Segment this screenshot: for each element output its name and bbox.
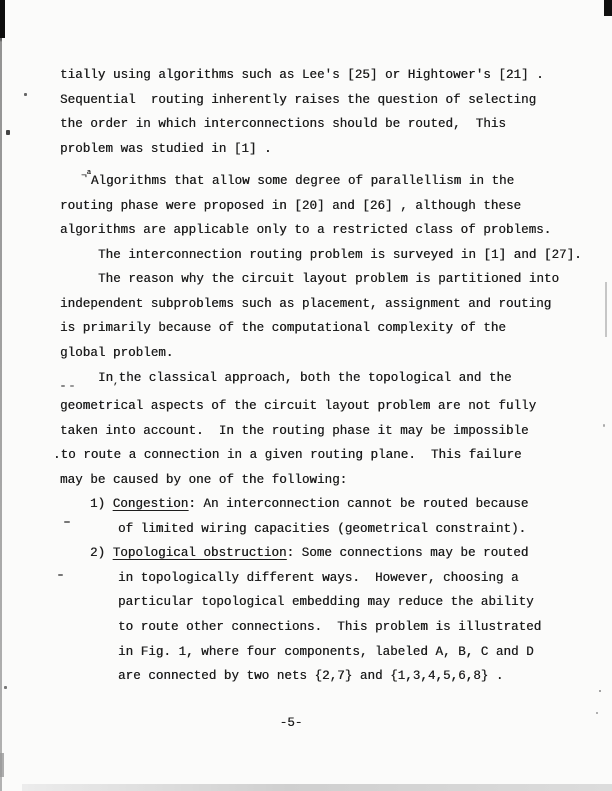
text-segment: the classical approach, both the topological and the: [118, 370, 512, 385]
underlined-text: Topological obstruction: [112, 546, 287, 561]
text-line: [60, 419, 580, 444]
text-line: [60, 468, 580, 493]
text-segment: ,: [113, 376, 119, 387]
text-segment: of limited wiring capacities (geometrical constraint).: [118, 521, 527, 536]
text-line: [60, 267, 580, 292]
scan-speck: [6, 130, 10, 135]
text-segment: The interconnection routing problem is surveyed in [1] and [27].: [98, 247, 582, 262]
text-segment: taken into account. In the routing phase it may be impossible: [60, 423, 529, 438]
text-line: [60, 63, 580, 88]
text-segment: Algorithms that allow some degree of parallellism in the: [90, 174, 515, 189]
page-number: -5-: [279, 716, 303, 730]
scan-speck: [4, 686, 7, 689]
scan-top-right-mark: [604, 0, 612, 16]
text-line: [60, 366, 580, 395]
text-segment: may be caused by one of the following:: [60, 472, 348, 487]
text-line: [60, 615, 580, 640]
text-line: [53, 443, 580, 468]
scan-left-top-bar: [0, 0, 5, 38]
text-segment: algorithms are applicable only to a restricted class of problems.: [60, 223, 552, 238]
text-line: [60, 161, 580, 194]
text-segment: independent subproblems such as placement, assignment and routing: [60, 296, 552, 311]
text-segment: in topologically different ways. However, choosing a: [118, 570, 519, 585]
text-line: [60, 194, 580, 219]
text-segment: .to route a connection in a given routing plane. This failure: [53, 448, 522, 463]
underlined-text: Congestion: [112, 497, 189, 512]
text-segment: the order in which interconnections should be routed, This: [60, 117, 506, 132]
text-line: [60, 316, 580, 341]
scan-speck: [596, 712, 598, 714]
text-segment: 2): [90, 546, 113, 561]
text-line: [60, 517, 580, 542]
text-line: [60, 566, 580, 591]
text-line: [60, 341, 580, 366]
scan-left-edge-line: [0, 0, 2, 791]
scan-left-lower-mark: [0, 753, 4, 777]
text-segment: ¬: [81, 170, 87, 182]
text-line: [60, 218, 580, 243]
scan-speck: [599, 690, 601, 692]
scan-speck: [603, 424, 605, 427]
scan-right-streak: [605, 282, 607, 337]
text-segment: : Some connections may be routed: [286, 546, 529, 561]
text-segment: problem was studied in [1] .: [60, 141, 272, 156]
text-line: [60, 541, 580, 566]
text-segment: Sequential routing inherently raises the question of selecting: [60, 92, 537, 107]
scan-speck: [24, 93, 27, 96]
text-segment: In: [98, 370, 114, 385]
text-segment: geometrical aspects of the circuit layout problem are not fully: [60, 399, 537, 414]
text-line: [60, 137, 580, 162]
text-segment: are connected by two nets {2,7} and {1,3,4,5,6,8} .: [118, 669, 504, 684]
text-segment: is primarily because of the computational complexity of the: [60, 321, 506, 336]
text-segment: 1): [90, 497, 113, 512]
text-line: [60, 664, 580, 689]
text-segment: to route other connections. This problem is illustrated: [118, 620, 542, 635]
text-segment: tially using algorithms such as Lee's [25] or Hightower's [21] .: [60, 68, 544, 82]
text-line: [60, 640, 580, 665]
text-segment: global problem.: [60, 346, 174, 361]
text-line: [60, 590, 580, 615]
scan-bottom-band: [22, 784, 612, 791]
text-segment: The reason why the circuit layout problem is partitioned into: [98, 272, 560, 287]
text-segment: in Fig. 1, where four components, labeled A, B, C and D: [118, 644, 534, 659]
text-line: [60, 394, 580, 419]
text-block: [53, 63, 582, 689]
text-line: [60, 112, 580, 137]
text-line: [60, 492, 580, 517]
text-line: [60, 292, 580, 317]
text-segment: particular topological embedding may reduce the ability: [118, 595, 534, 610]
text-segment: : An interconnection cannot be routed because: [188, 497, 529, 512]
text-line: [60, 243, 580, 268]
text-segment: routing phase were proposed in [20] and [26] , although these: [60, 198, 522, 213]
text-line: [60, 88, 580, 113]
text-segment: a: [86, 169, 91, 178]
